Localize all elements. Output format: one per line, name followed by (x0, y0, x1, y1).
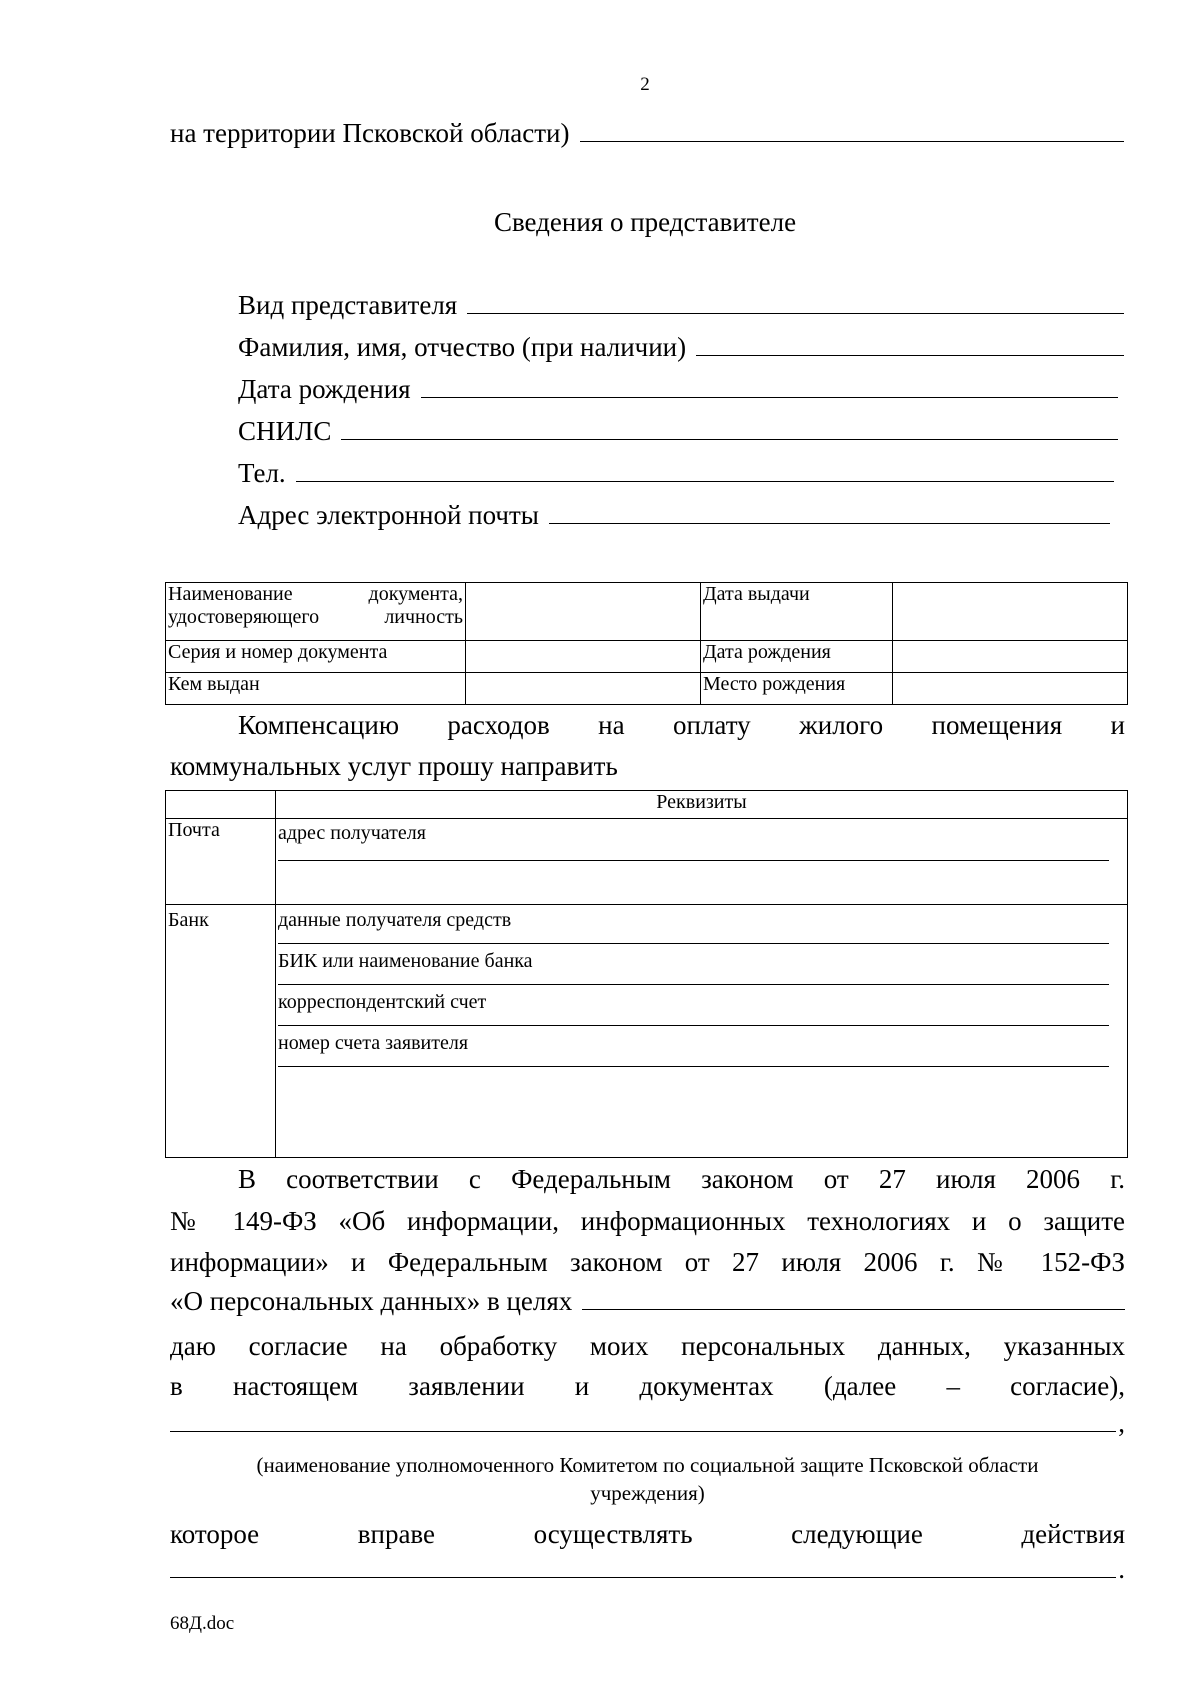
table-cell (701, 641, 893, 673)
rep-field-label: Фамилия, имя, отчество (при наличии) (238, 332, 687, 362)
account-number-blank[interactable] (278, 1055, 1109, 1067)
consent-purpose-label: «О персональных данных» в целях (170, 1286, 573, 1316)
page-number: 2 (640, 74, 650, 95)
rep-type-blank[interactable] (467, 291, 1124, 314)
territory-label: на территории Псковской области) (170, 118, 570, 148)
actions-line: которое вправе осуществлять следующие действия (170, 1519, 1125, 1549)
territory-line (170, 118, 1124, 149)
institution-comma: , (1118, 1408, 1125, 1438)
bik-label: БИК или наименование банка (278, 950, 533, 972)
table-row (166, 905, 1128, 1158)
institution-line (170, 1408, 1125, 1439)
corr-account-label: корреспондентский счет (278, 991, 487, 1013)
rep-field-email (238, 500, 1110, 531)
institution-blank[interactable] (170, 1409, 1116, 1432)
id-document-table (165, 582, 1128, 705)
requisites-table (165, 790, 1128, 1158)
birth-date-value-cell[interactable] (893, 641, 1128, 673)
consent-line1: В соответствии с Федеральным законом от 27 июля 2006 г. (238, 1164, 1125, 1194)
issue-date-label: Дата выдачи (703, 583, 810, 605)
recipient-data-blank[interactable] (278, 932, 1109, 944)
table-cell (701, 673, 893, 705)
rep-field-label: Вид представителя (238, 290, 458, 320)
table-cell (276, 791, 1128, 819)
corr-account-blank[interactable] (278, 1014, 1109, 1026)
rep-snils-blank[interactable] (341, 417, 1118, 440)
birth-place-label: Место рождения (703, 673, 846, 695)
consent-line5: даю согласие на обработку моих персональных данных, указанных (170, 1331, 1125, 1361)
consent-line3: информации» и Федеральным законом от 27 июля 2006 г. № 152-ФЗ (170, 1247, 1125, 1277)
consent-purpose-line (170, 1286, 1125, 1317)
table-row (166, 673, 1128, 705)
rep-field-label: Адрес электронной почты (238, 500, 539, 530)
doc-name-value-cell[interactable] (466, 583, 701, 641)
issued-by-value-cell[interactable] (466, 673, 701, 705)
compensation-text-line2: коммунальных услуг прошу направить (170, 751, 618, 781)
birth-place-value-cell[interactable] (893, 673, 1128, 705)
rep-field-birthdate (238, 374, 1118, 405)
issued-by-label: Кем выдан (168, 673, 260, 695)
consent-line6: в настоящем заявлении и документах (далее – согласие), (170, 1371, 1125, 1401)
requisites-header: Реквизиты (656, 791, 747, 813)
compensation-text-line1: Компенсацию расходов на оплату жилого помещения и (238, 710, 1125, 740)
table-row (166, 583, 1128, 641)
bank-label: Банк (168, 909, 209, 931)
bik-blank[interactable] (278, 973, 1109, 985)
rep-field-label: Тел. (238, 458, 286, 488)
rep-field-type (238, 290, 1124, 321)
table-cell (166, 673, 466, 705)
consent-line2: № 149-ФЗ «Об информации, информационных технологиях и о защите (170, 1206, 1125, 1236)
table-cell (166, 641, 466, 673)
consent-purpose-blank[interactable] (582, 1287, 1125, 1310)
table-cell (166, 583, 466, 641)
account-number-label: номер счета заявителя (278, 1032, 469, 1054)
rep-field-label: СНИЛС (238, 416, 332, 446)
post-address-label: адрес получателя (278, 822, 426, 844)
table-row (166, 791, 1128, 819)
rep-field-snils (238, 416, 1118, 447)
actions-blank-line (170, 1554, 1125, 1585)
doc-name-label: Наименование документа, удостоверяющего личность (168, 583, 463, 628)
series-number-value-cell[interactable] (466, 641, 701, 673)
table-cell (276, 905, 1128, 1158)
post-label: Почта (168, 819, 220, 841)
rep-field-phone (238, 458, 1114, 489)
table-cell (701, 583, 893, 641)
institution-caption-line1: (наименование уполномоченного Комитетом по социальной защите Псковской области (256, 1453, 1039, 1477)
table-cell (276, 819, 1128, 905)
table-cell (166, 819, 276, 905)
birth-date-label: Дата рождения (703, 641, 831, 663)
rep-email-blank[interactable] (549, 501, 1110, 524)
post-address-blank[interactable] (278, 845, 1109, 861)
actions-period: . (1118, 1554, 1125, 1584)
institution-caption-line2: учреждения) (590, 1481, 705, 1505)
table-row (166, 641, 1128, 673)
rep-birthdate-blank[interactable] (421, 375, 1118, 398)
issue-date-value-cell[interactable] (893, 583, 1128, 641)
rep-phone-blank[interactable] (296, 459, 1114, 482)
section-title: Сведения о представителе (493, 207, 797, 237)
footer-filename: 68Д.doc (170, 1613, 235, 1634)
actions-blank[interactable] (170, 1555, 1116, 1578)
rep-field-label: Дата рождения (238, 374, 411, 404)
table-cell (166, 905, 276, 1158)
table-cell (166, 791, 276, 819)
rep-fio-blank[interactable] (696, 333, 1124, 356)
table-row (166, 819, 1128, 905)
territory-blank[interactable] (580, 119, 1124, 142)
recipient-data-label: данные получателя средств (278, 909, 512, 931)
series-number-label: Серия и номер документа (168, 641, 388, 663)
rep-field-fio (238, 332, 1124, 363)
